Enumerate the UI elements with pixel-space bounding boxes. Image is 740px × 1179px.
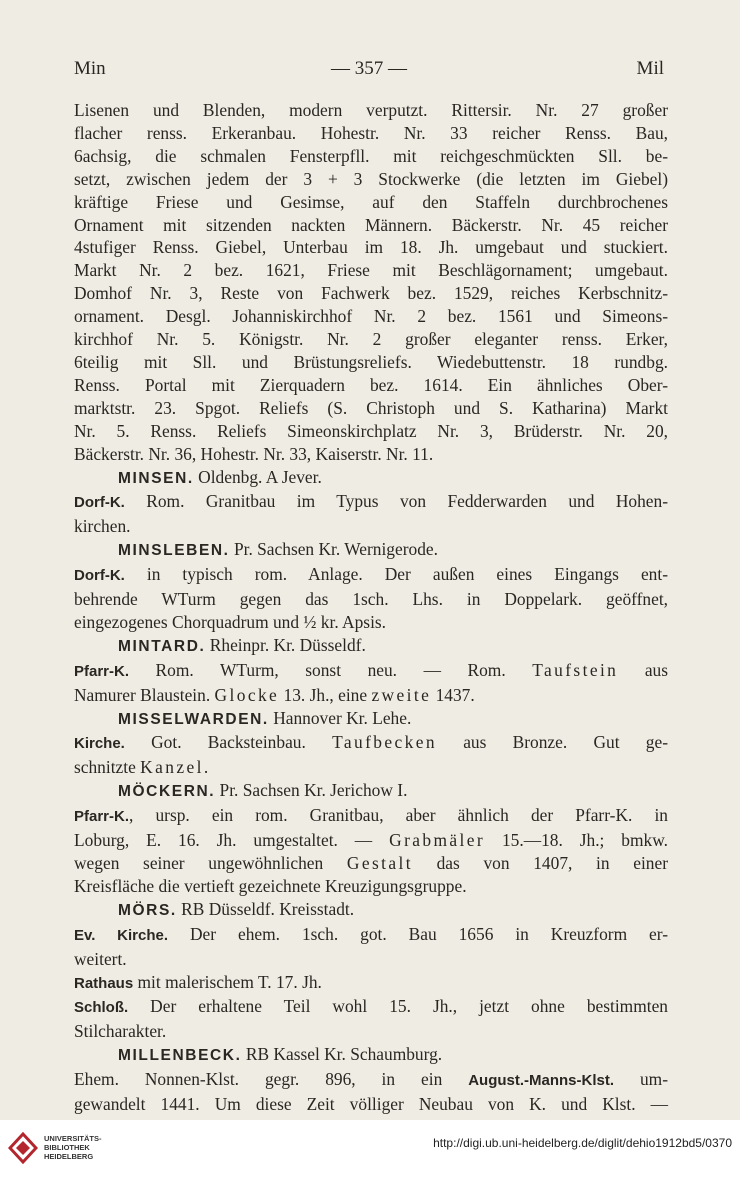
building-label: Schloß. <box>74 999 129 1017</box>
text-line: Schloß. Der erhaltene Teil wohl 15. Jh., jetzt ohne bestimmten <box>74 996 668 1017</box>
text-line: Ehem. Nonnen-Klst. gegr. 896, in ein August.-Manns-Klst. um- <box>74 1069 668 1090</box>
town-name: MINTARD. <box>118 637 206 655</box>
text-line: 6achsig, die schmalen Fensterpfll. mit reichgeschmückten Sll. be- <box>74 145 668 166</box>
text-line: Loburg, E. 16. Jh. umgestaltet. — Grabmäler 15.—18. Jh.; bmkw. <box>74 830 668 851</box>
text-line: kirchen. <box>74 516 131 537</box>
building-label: Kirche. <box>74 735 125 753</box>
town-region: Hannover Kr. Lehe. <box>268 707 412 728</box>
text-line: Pfarr-K. Rom. WTurm, sonst neu. — Rom. Taufstein aus <box>74 659 669 680</box>
town-region: RB Kassel Kr. Schaumburg. <box>241 1044 443 1065</box>
text-line: schnitzte Kanzel. <box>74 757 209 778</box>
text-line: Lisenen und Blenden, modern verputzt. Rittersir. Nr. 27 großer <box>74 100 668 120</box>
entry-heading-moers <box>74 898 668 923</box>
header-left: Min <box>74 58 106 79</box>
town-name: MINSEN. <box>118 469 194 487</box>
text-line: kräftige Friese und Gesimse, auf den Staffeln durchbrochenes <box>74 191 668 212</box>
permalink-url[interactable]: http://digi.ub.uni-heidelberg.de/diglit/dehio1912bd5/0370 <box>433 1136 732 1150</box>
town-name: MÖCKERN. <box>118 783 216 801</box>
town-name: MÖRS. <box>118 901 177 919</box>
text-line: Dorf-K. Rom. Granitbau im Typus von Fedderwarden und Hohen- <box>74 491 668 512</box>
spaced-term: Taufstein <box>532 659 619 680</box>
text-line: Bäckerstr. Nr. 36, Hohestr. Nr. 33, Kaiserstr. Nr. 11. <box>74 443 434 464</box>
entry-heading-moeckern <box>74 779 668 804</box>
town-region: Rheinpr. Kr. Düsseldf. <box>205 634 366 655</box>
text-line: Renss. Portal mit Zierquadern bez. 1614. Ein ähnliches Ober- <box>74 374 668 395</box>
running-header <box>74 58 664 88</box>
entry-heading-millenbeck <box>74 1043 668 1068</box>
entry-heading-minsleben <box>74 538 668 563</box>
text-line: Rathaus mit malerischem T. 17. Jh. <box>74 971 322 992</box>
text-line: wegen seiner ungewöhnlichen Gestalt das von 1407, in einer <box>74 853 668 873</box>
text-line: setzt, zwischen jedem der 3 + 3 Stockwerke (die letzten im Giebel) <box>74 168 668 189</box>
town-region: RB Düsseldf. Kreisstadt. <box>176 898 355 919</box>
town-name: MILLENBECK. <box>118 1047 242 1065</box>
text-line: Domhof Nr. 3, Reste von Fachwerk bez. 1529, reiches Kerbschnitz- <box>74 283 668 304</box>
town-region: Pr. Sachsen Kr. Jerichow I. <box>215 780 408 801</box>
text-line: gewandelt 1441. Um diese Zeit völliger Neubau von K. und Klst. — <box>74 1094 668 1115</box>
text-line: 6teilig mit Sll. und Brüstungsreliefs. Wiedebuttenstr. 18 rundbg. <box>74 351 668 372</box>
text-line: Stilcharakter. <box>74 1021 167 1042</box>
text-line: Namurer Blaustein. Glocke 13. Jh., eine zweite 1437. <box>74 684 475 705</box>
building-label: Rathaus <box>74 974 134 992</box>
town-region: Oldenbg. A Jever. <box>193 466 322 487</box>
text-line: marktstr. 23. Spgot. Reliefs (S. Christoph und S. Katharina) Markt <box>74 397 668 418</box>
text-line: flacher renss. Erkeranbau. Hohestr. Nr. 33 reicher Renss. Bau, <box>74 122 668 143</box>
spaced-term: Kanzel <box>140 757 204 778</box>
spaced-term: Gestalt <box>346 853 413 873</box>
text-line: Ev. Kirche. Der ehem. 1sch. got. Bau 1656 in Kreuzform er- <box>74 923 668 944</box>
text-line: Nr. 5. Renss. Reliefs Simeonskirchplatz Nr. 3, Brüderstr. Nr. 20, <box>74 420 668 441</box>
text-line: kirchhof Nr. 5. Königstr. Nr. 2 großer eleganter renss. Erker, <box>74 329 668 350</box>
text-line: Ornament mit sitzenden nackten Männern. Bäckerstr. Nr. 45 reicher <box>74 214 668 235</box>
building-label: Dorf-K. <box>74 494 125 512</box>
entry-heading-minsen <box>74 466 668 491</box>
entry-heading-mintard <box>74 634 668 659</box>
text-line: Pfarr-K., ursp. ein rom. Granitbau, aber ähnlich der Pfarr-K. in <box>74 805 668 826</box>
building-label: Ev. Kirche. <box>74 926 169 944</box>
body-text <box>74 99 668 1116</box>
entry-heading-misselwarden <box>74 707 668 732</box>
spaced-term: Grabmäler <box>389 830 486 851</box>
text-line: eingezogenes Chorquadrum und ½ kr. Apsis. <box>74 611 387 632</box>
text-line: Kreisfläche die vertieft gezeichnete Kreuzigungsgruppe. <box>74 875 467 896</box>
town-name: MISSELWARDEN. <box>118 710 269 728</box>
building-label: Dorf-K. <box>74 567 125 585</box>
text-line: weitert. <box>74 948 127 969</box>
header-right: Mil <box>636 58 664 79</box>
page-number: — 357 — <box>331 58 407 79</box>
library-name: UNIVERSITÄTS- BIBLIOTHEK HEIDELBERG <box>44 1134 102 1161</box>
text-line: Dorf-K. in typisch rom. Anlage. Der außen eines Eingangs ent- <box>74 564 668 585</box>
spaced-term: zweite <box>371 684 432 705</box>
university-library-logo-icon <box>8 1132 38 1164</box>
text-line: Kirche. Got. Backsteinbau. Taufbecken aus Bronze. Gut ge- <box>74 732 668 753</box>
spaced-term: Glocke <box>214 684 280 705</box>
text-line: Markt Nr. 2 bez. 1621, Friese mit Beschlägornament; umgebaut. <box>74 260 668 281</box>
viewer-footer <box>0 1120 740 1179</box>
building-label: August.-Manns-Klst. <box>468 1072 615 1090</box>
text-line: behrende WTurm gegen das 1sch. Lhs. in Doppelark. geöffnet, <box>74 589 668 610</box>
building-label: Pfarr-K. <box>74 808 130 826</box>
town-name: MINSLEBEN. <box>118 542 230 560</box>
town-region: Pr. Sachsen Kr. Wernigerode. <box>229 539 438 560</box>
text-line: 4stufiger Renss. Giebel, Unterbau im 18. Jh. umgebaut und stuckiert. <box>74 237 668 258</box>
text-line: ornament. Desgl. Johanniskirchhof Nr. 2 bez. 1561 und Simeons- <box>74 306 668 327</box>
building-label: Pfarr-K. <box>74 662 130 680</box>
spaced-term: Taufbecken <box>332 732 437 753</box>
